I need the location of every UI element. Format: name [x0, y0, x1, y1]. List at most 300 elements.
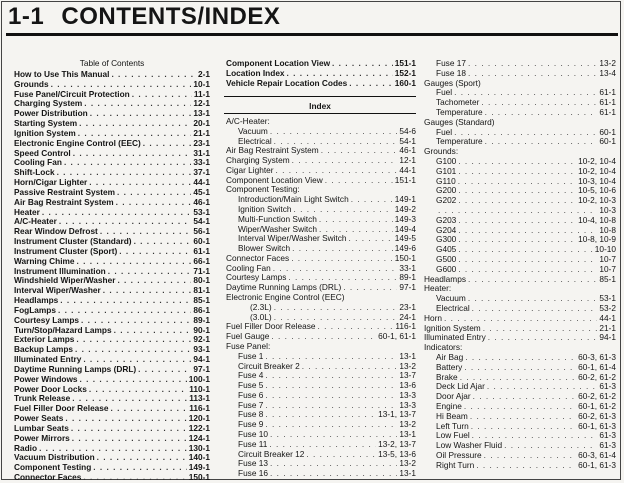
index-entry[interactable]	[436, 107, 616, 117]
toc-entry[interactable]	[14, 138, 210, 148]
dot-leader	[138, 364, 191, 374]
entry-label: G204	[436, 224, 457, 235]
entry-page: 61-1	[599, 97, 616, 108]
entry-page: 151-1	[394, 174, 416, 185]
toc-entry[interactable]	[14, 285, 210, 295]
entry-label: Electrical	[436, 303, 470, 313]
index-entry[interactable]	[436, 225, 616, 235]
entry-label: Fuse 11	[238, 438, 268, 449]
dot-leader	[265, 409, 376, 419]
dot-leader	[343, 282, 397, 292]
index-entry[interactable]	[436, 185, 616, 195]
dot-leader	[470, 411, 576, 421]
toc-entry[interactable]	[14, 177, 210, 187]
entry-page: 60-2, 61-2	[578, 371, 616, 382]
index-entry[interactable]	[238, 233, 416, 243]
entry-label: Warning Chime	[14, 255, 75, 266]
entry-label: G405	[436, 244, 457, 255]
entry-page: 10-5, 10-6	[578, 185, 616, 196]
dot-leader	[100, 226, 192, 236]
index-entry[interactable]	[238, 214, 416, 224]
index-entry[interactable]	[436, 166, 616, 176]
toc-entry[interactable]	[14, 334, 210, 344]
toc-entry[interactable]	[14, 325, 210, 335]
dot-leader	[287, 68, 393, 78]
dot-leader	[265, 400, 397, 410]
entry-page: 10-7	[599, 254, 616, 264]
entry-page: 21-1	[193, 127, 210, 138]
entry-label: Trunk Release	[14, 393, 71, 404]
index-entry[interactable]	[238, 243, 416, 253]
location-link[interactable]	[226, 68, 416, 78]
entry-label: Grounds:	[424, 146, 459, 157]
entry-page: 110-1	[189, 383, 210, 394]
dot-leader	[84, 98, 191, 108]
index-entry[interactable]	[226, 282, 416, 292]
entry-page: 12-1	[193, 98, 210, 109]
entry-label: A/C-Heater:	[226, 116, 270, 126]
toc-entry[interactable]	[14, 216, 210, 226]
dot-leader	[114, 325, 192, 335]
toc-entry[interactable]	[14, 344, 210, 354]
index-entry[interactable]	[424, 274, 616, 284]
dot-leader	[274, 136, 398, 146]
toc-entry[interactable]	[14, 226, 210, 236]
dot-leader	[59, 216, 192, 226]
index-entry[interactable]	[436, 58, 616, 68]
dot-leader	[117, 275, 191, 285]
entry-label: Vehicle Repair Location Codes	[226, 77, 348, 88]
toc-entry[interactable]	[14, 79, 210, 89]
entry-label: Fuse 18	[436, 67, 466, 78]
index-entry[interactable]	[436, 440, 616, 450]
index-entry[interactable]	[436, 68, 616, 78]
entry-page: 10-2, 10-4	[578, 165, 616, 176]
index-entry[interactable]	[238, 370, 416, 380]
toc-entry[interactable]	[14, 364, 210, 374]
entry-page: 44-1	[599, 312, 616, 323]
dot-leader	[325, 175, 393, 185]
dot-leader	[60, 295, 191, 305]
index-entry[interactable]	[436, 450, 616, 460]
entry-page: 116-1	[395, 321, 416, 332]
entry-label: Instrument Cluster (Standard)	[14, 236, 132, 247]
entry-page: 13-5, 13-6	[378, 448, 416, 459]
location-link[interactable]	[226, 78, 416, 88]
toc-entry[interactable]	[14, 315, 210, 325]
toc-entry[interactable]	[14, 295, 210, 305]
index-entry[interactable]	[238, 439, 416, 449]
toc-entry[interactable]	[14, 472, 210, 482]
entry-page: 10-4, 10-8	[578, 214, 616, 225]
index-entry[interactable]	[226, 263, 416, 273]
index-entry[interactable]	[226, 175, 416, 185]
index-entry[interactable]	[436, 460, 616, 470]
index-entry[interactable]	[226, 145, 416, 155]
entry-page: 53-1	[599, 293, 616, 304]
dot-leader	[111, 403, 188, 413]
index-entry[interactable]	[238, 400, 416, 410]
dot-leader	[274, 312, 398, 322]
dot-leader	[488, 332, 598, 342]
index-entry[interactable]	[436, 87, 616, 97]
toc-entry[interactable]	[14, 423, 210, 433]
dot-leader	[116, 197, 192, 207]
index-entry[interactable]	[424, 117, 616, 127]
dot-leader	[472, 430, 598, 440]
toc-entry[interactable]	[14, 187, 210, 197]
entry-page: 85-1	[599, 273, 616, 284]
toc-entry[interactable]	[14, 403, 210, 413]
index-entry[interactable]	[436, 97, 616, 107]
dot-leader	[265, 370, 397, 380]
index-entry[interactable]	[436, 401, 616, 411]
dot-leader	[321, 145, 398, 155]
dot-leader	[93, 462, 186, 472]
index-entry[interactable]	[436, 372, 616, 382]
toc-entry[interactable]	[14, 118, 210, 128]
index-entry[interactable]	[238, 458, 416, 468]
index-entry[interactable]	[250, 302, 416, 312]
dot-leader	[270, 458, 397, 468]
entry-page: 94-1	[193, 354, 210, 365]
entry-page: 60-1	[599, 136, 616, 147]
toc-entry[interactable]	[14, 236, 210, 246]
dot-leader	[444, 313, 597, 323]
toc-entry[interactable]	[14, 462, 210, 472]
dot-leader	[465, 352, 576, 362]
entry-label: Temperature	[436, 107, 483, 117]
entry-page: 37-1	[193, 167, 210, 178]
entry-label: Component Testing:	[226, 184, 300, 195]
entry-label: (3.0L)	[250, 311, 272, 322]
index-entry[interactable]	[226, 331, 416, 341]
dot-leader	[302, 361, 398, 371]
dot-leader	[481, 97, 597, 107]
toc-entry[interactable]	[14, 69, 210, 79]
index-entry[interactable]	[436, 195, 616, 205]
entry-label: Air Bag Restraint System	[226, 145, 319, 156]
entry-page: 44-1	[193, 177, 210, 188]
entry-page: 10-8, 10-9	[578, 234, 616, 245]
dot-leader	[294, 204, 393, 214]
dot-leader	[468, 274, 597, 284]
entry-label: Vacuum	[238, 125, 268, 136]
toc-entry[interactable]	[14, 98, 210, 108]
entry-label: Right Turn	[436, 459, 475, 470]
dot-leader	[57, 167, 192, 177]
entry-page: 24-1	[399, 311, 416, 322]
entry-label: Fuse 7	[238, 399, 264, 410]
index-entry[interactable]	[226, 253, 416, 263]
entry-label: Component Location View	[226, 58, 331, 68]
dot-leader	[458, 244, 592, 254]
entry-label: Blower Switch	[238, 243, 291, 254]
entry-label: Radio	[14, 442, 38, 453]
index-entry[interactable]	[424, 332, 616, 342]
index-entry[interactable]	[226, 272, 416, 282]
entry-page: 13-2	[399, 360, 416, 371]
entry-label: Cooling Fan	[226, 262, 271, 273]
toc-entry[interactable]	[14, 443, 210, 453]
index-entry[interactable]	[226, 155, 416, 165]
entry-label: Gauges (Sport)	[424, 77, 481, 88]
entry-page: 33-1	[399, 262, 416, 273]
toc-entry[interactable]	[14, 384, 210, 394]
index-entry[interactable]	[238, 409, 416, 419]
entry-label: Fuse Panel/Circuit Protection	[14, 88, 130, 99]
index-entry[interactable]	[238, 224, 416, 234]
entry-label: Vacuum Distribution	[14, 452, 95, 463]
entry-label: Grounds	[14, 78, 49, 89]
index-entry[interactable]	[226, 292, 416, 302]
toc-entry[interactable]	[14, 197, 210, 207]
dot-leader	[349, 233, 393, 243]
index-rule-bottom	[224, 113, 416, 114]
index-entry[interactable]	[424, 78, 616, 88]
index-entry[interactable]	[424, 146, 616, 156]
index-entry[interactable]	[226, 116, 416, 126]
dot-leader	[73, 148, 192, 158]
entry-label: Fuse 8	[238, 409, 264, 420]
entry-label: Air Bag Restraint System	[14, 196, 114, 207]
section-number: 1-1	[8, 3, 45, 30]
toc-entry[interactable]	[14, 266, 210, 276]
entry-label: Brake	[436, 371, 458, 382]
index-entry[interactable]	[436, 264, 616, 274]
dot-leader	[89, 384, 187, 394]
index-entry[interactable]	[238, 419, 416, 429]
entry-label: Fuse 17	[436, 58, 466, 68]
dot-leader	[108, 266, 192, 276]
entry-label: G101	[436, 165, 457, 176]
index-entry[interactable]	[436, 234, 616, 244]
entry-page: 149-5	[394, 233, 416, 244]
dot-leader	[265, 351, 397, 361]
entry-label: How to Use This Manual	[14, 69, 110, 79]
entry-page: 124-1	[188, 432, 210, 443]
entry-label: Instrument Illumination	[14, 265, 106, 276]
entry-label: Component Testing	[14, 462, 92, 473]
entry-label: G202	[436, 195, 457, 206]
dot-leader	[472, 303, 598, 313]
entry-page: 130-1	[188, 442, 210, 453]
dot-leader	[485, 107, 598, 117]
index-entry[interactable]	[424, 313, 616, 323]
dot-leader	[460, 372, 576, 382]
index-entry[interactable]	[436, 127, 616, 137]
toc-entry[interactable]	[14, 452, 210, 462]
entry-page: 54-6	[399, 125, 416, 136]
entry-label: Horn	[424, 312, 442, 323]
entry-label: Wiper/Washer Switch	[238, 223, 317, 234]
index-entry[interactable]	[250, 312, 416, 322]
toc-entry[interactable]	[14, 256, 210, 266]
entry-label: Location Index	[226, 67, 285, 78]
entry-label: Instrument Cluster (Sport)	[14, 245, 118, 256]
index-entry[interactable]	[436, 352, 616, 362]
toc-entry[interactable]	[14, 157, 210, 167]
index-entry[interactable]	[436, 303, 616, 313]
entry-page: 100-1	[188, 373, 210, 384]
toc-entry[interactable]	[14, 207, 210, 217]
entry-page: 85-1	[193, 295, 210, 306]
dot-leader	[65, 413, 186, 423]
page-title: CONTENTS/INDEX	[61, 3, 281, 30]
entry-label: Turn/Stop/Hazard Lamps	[14, 324, 112, 335]
index-entry[interactable]	[436, 176, 616, 186]
entry-page: 60-1	[599, 126, 616, 137]
entry-label: Air Bag	[436, 352, 464, 362]
index-entry[interactable]	[436, 362, 616, 372]
entry-label: Backup Lamps	[14, 344, 74, 355]
dot-leader	[265, 419, 397, 429]
toc-entry[interactable]	[14, 128, 210, 138]
index-entry[interactable]	[436, 391, 616, 401]
entry-page: 13-1	[399, 468, 416, 479]
entry-page: 149-2	[394, 204, 416, 215]
dot-leader	[458, 264, 597, 274]
index-entry[interactable]	[424, 283, 616, 293]
entry-label: Battery	[436, 361, 463, 372]
dot-leader	[487, 381, 598, 391]
toc-entry[interactable]	[14, 108, 210, 118]
index-entry[interactable]	[238, 204, 416, 214]
index-entry[interactable]	[436, 244, 616, 254]
toc-entry[interactable]	[14, 148, 210, 158]
entry-page: 60-2, 61-2	[578, 391, 616, 402]
toc-entry[interactable]	[14, 275, 210, 285]
toc-entry[interactable]	[14, 89, 210, 99]
header-rule	[6, 33, 618, 36]
entry-label: Fuel Filler Door Release	[14, 403, 109, 414]
index-entry[interactable]	[226, 184, 416, 194]
dot-leader	[76, 334, 191, 344]
dot-leader	[471, 421, 576, 431]
toc-entry[interactable]	[14, 393, 210, 403]
index-entry[interactable]	[436, 381, 616, 391]
entry-label: Power Seats	[14, 413, 64, 424]
entry-label: Electrical	[238, 135, 272, 146]
entry-page: 13-7	[399, 370, 416, 381]
toc-entry[interactable]	[14, 433, 210, 443]
index-entry[interactable]	[436, 421, 616, 431]
entry-page: 45-1	[193, 186, 210, 197]
entry-page: 60-1, 61-3	[578, 420, 616, 431]
index-entry[interactable]	[238, 136, 416, 146]
index-entry[interactable]	[238, 429, 416, 439]
entry-label: Starting System	[14, 118, 78, 129]
entry-page: 53-2	[599, 303, 616, 313]
entry-page: 31-1	[193, 147, 210, 158]
toc-entry[interactable]	[14, 305, 210, 315]
index-entry[interactable]	[436, 254, 616, 264]
entry-label: Fuse 10	[238, 428, 268, 439]
dot-leader	[71, 423, 187, 433]
index-entry[interactable]	[436, 156, 616, 166]
entry-page: 13-1, 13-7	[378, 409, 416, 420]
dot-leader	[349, 78, 393, 88]
entry-page: 10-2, 10-3	[578, 195, 616, 206]
entry-page: 13-3	[399, 389, 416, 400]
entry-page: 92-1	[193, 334, 210, 345]
index-entry[interactable]	[238, 361, 416, 371]
location-link[interactable]	[226, 58, 416, 68]
entry-label: Fuse 4	[238, 370, 264, 381]
entry-page: 13-2	[399, 419, 416, 430]
index-entry[interactable]	[424, 342, 616, 352]
entry-page: 53-1	[193, 206, 210, 217]
entry-page: 86-1	[193, 304, 210, 315]
index-entry[interactable]	[424, 323, 616, 333]
entry-page: 11-1	[193, 88, 210, 99]
entry-label: Fuse 9	[238, 419, 264, 430]
index-entry[interactable]	[238, 380, 416, 390]
entry-label: Indicators:	[424, 342, 463, 353]
index-entry[interactable]	[238, 351, 416, 361]
index-entry[interactable]	[238, 449, 416, 459]
dot-leader	[51, 79, 192, 89]
toc-entry[interactable]	[14, 413, 210, 423]
entry-page: 60-1, 61-1	[378, 331, 416, 342]
dot-leader	[273, 263, 398, 273]
entry-page: 46-1	[193, 196, 210, 207]
toc-entry[interactable]	[14, 167, 210, 177]
entry-page: 46-1	[399, 145, 416, 156]
entry-page: 149-4	[394, 223, 416, 234]
dot-leader	[79, 118, 191, 128]
toc-entry[interactable]	[14, 354, 210, 364]
entry-page: 160-1	[394, 77, 416, 88]
toc-entry[interactable]	[14, 374, 210, 384]
index-entry[interactable]	[238, 126, 416, 136]
index-entry[interactable]	[436, 293, 616, 303]
page-header	[8, 3, 280, 33]
entry-label: Fuel	[436, 126, 453, 137]
entry-label: Introduction/Main Light Switch	[238, 194, 349, 205]
dot-leader	[276, 165, 398, 175]
entry-label: Electronic Engine Control (EEC)	[226, 292, 345, 303]
index-entry[interactable]	[436, 411, 616, 421]
index-entry[interactable]	[238, 390, 416, 400]
entry-page: 61-3	[599, 430, 616, 441]
index-entry[interactable]	[436, 136, 616, 146]
entry-label: Fuel	[436, 87, 453, 98]
entry-label: Oil Pressure	[436, 450, 482, 460]
index-entry[interactable]	[436, 430, 616, 440]
index-entry[interactable]	[436, 215, 616, 225]
dot-leader	[438, 205, 597, 215]
dot-leader	[468, 58, 597, 68]
dot-leader	[468, 68, 597, 78]
entry-page: 122-1	[188, 422, 210, 433]
dot-leader	[270, 468, 397, 478]
dot-leader	[78, 128, 192, 138]
dot-leader	[483, 323, 598, 333]
index-entry[interactable]	[436, 205, 616, 215]
index-entry[interactable]	[226, 341, 416, 351]
index-entry[interactable]	[238, 194, 416, 204]
entry-label: Lumbar Seats	[14, 422, 69, 433]
toc-entry[interactable]	[14, 246, 210, 256]
index-entry[interactable]	[238, 468, 416, 478]
dot-leader	[265, 390, 397, 400]
index-entry[interactable]	[226, 165, 416, 175]
entry-label: Windshield Wiper/Washer	[14, 275, 116, 286]
entry-page: 33-1	[193, 157, 210, 168]
dot-leader	[458, 185, 576, 195]
index-entry[interactable]	[226, 321, 416, 331]
